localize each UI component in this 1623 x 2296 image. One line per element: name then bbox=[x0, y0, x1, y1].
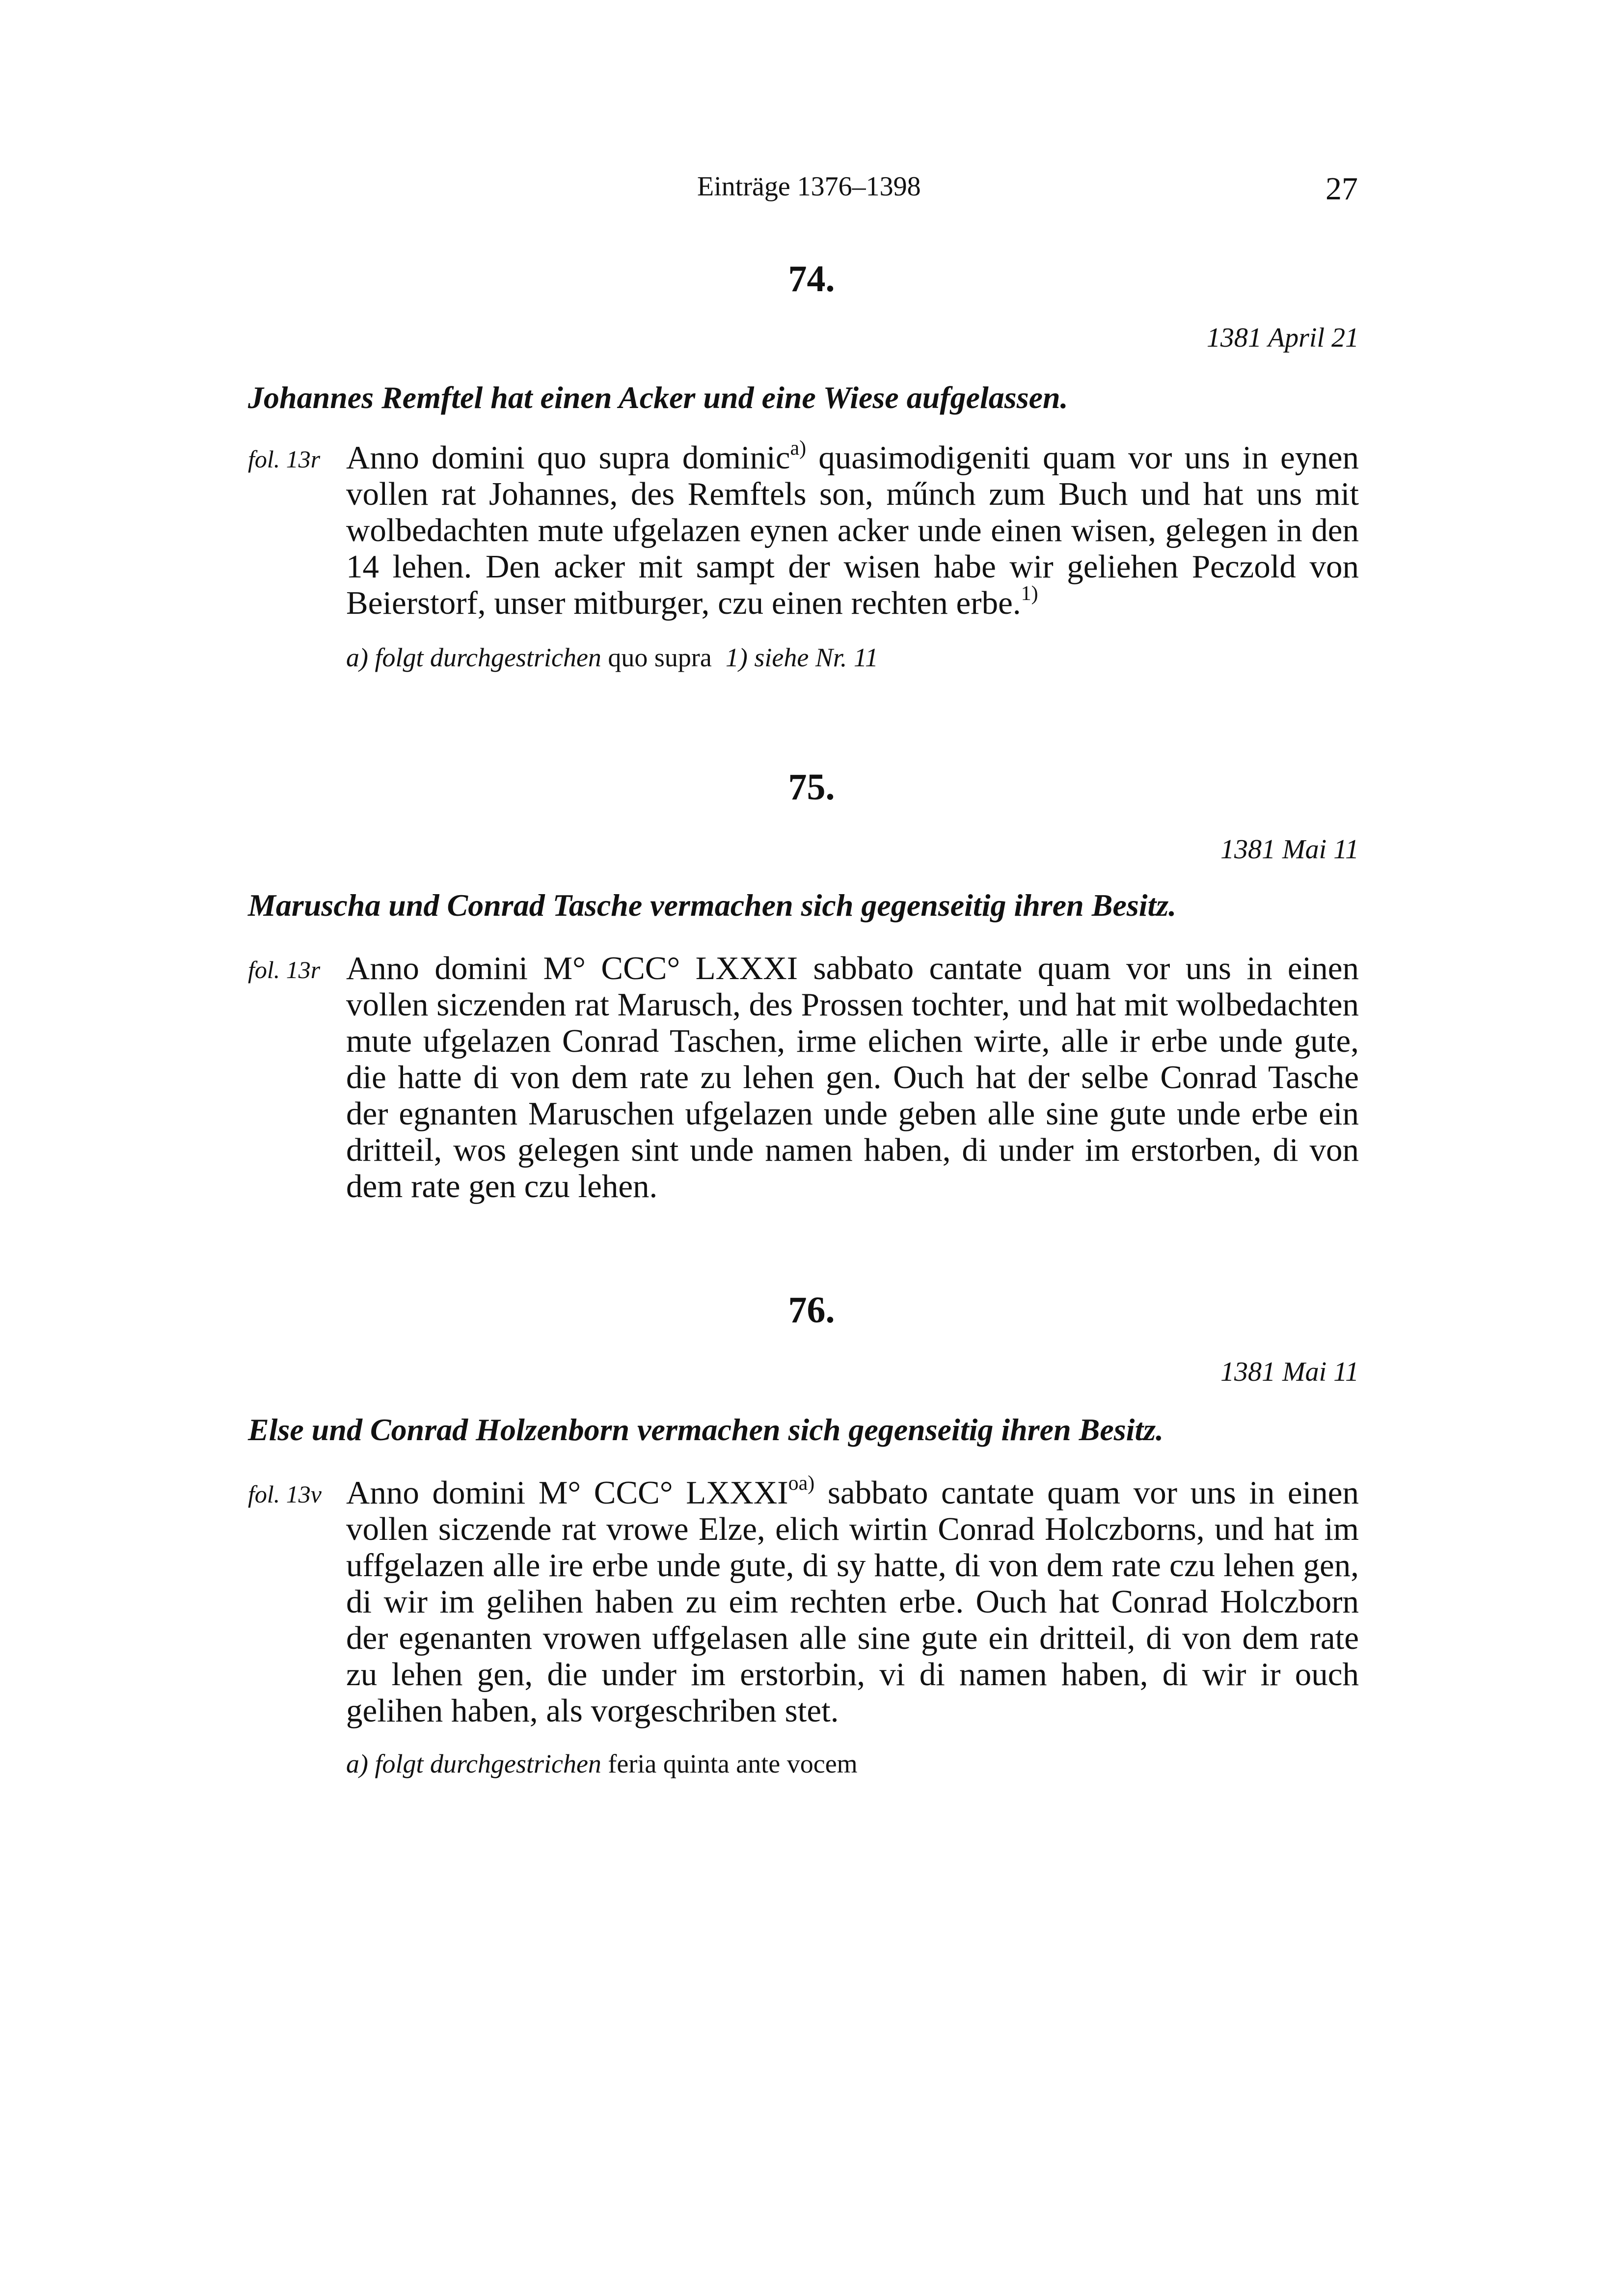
entry-body-76 bbox=[346, 1472, 1359, 1729]
note-76-a-label: a) folgt durchgestrichen bbox=[346, 1749, 601, 1778]
footnote-mark-1: 1) bbox=[1021, 582, 1038, 605]
entry-heading-74: Johannes Remftel hat einen Acker und eine Wiese aufgelassen. bbox=[248, 380, 1068, 415]
page-number: 27 bbox=[1325, 171, 1358, 207]
note-74-a-text: quo supra bbox=[601, 643, 712, 672]
entry-date-76: 1381 Mai 11 bbox=[1220, 1357, 1359, 1387]
footnote-mark-a: a) bbox=[790, 437, 807, 460]
note-74-a-label: a) folgt durchgestrichen bbox=[346, 643, 601, 672]
entry-number-74: 74. bbox=[788, 258, 835, 300]
entry-body-74-text-start: Anno domini quo supra dominic bbox=[346, 439, 790, 476]
entry-heading-76: Else und Conrad Holzenborn vermachen sich gegenseitig ihren Besitz. bbox=[248, 1412, 1164, 1447]
entry-number-76: 76. bbox=[788, 1289, 835, 1331]
note-76 bbox=[346, 1750, 1359, 1777]
entry-body-74 bbox=[346, 439, 1359, 621]
entry-date-75: 1381 Mai 11 bbox=[1220, 834, 1359, 865]
entry-number-75: 75. bbox=[788, 766, 835, 808]
entry-body-75: Anno domini M° CCC° LXXXI sabbato cantate quam vor uns in einen vollen siczenden rat Marusch, des Prossen tochter, und hat mit wolbedachten mute ufgelazen Conrad Taschen, irme elichen wirte, alle ir erbe unde gute, die hatte di von dem rate zu lehen gen. Ouch hat der selbe Conrad Tasche der egnanten Maruschen ufgelazen unde geben alle sine gute unde erbe ein dritteil, wos gelegen sint unde namen haben, di under im erstorben, di von dem rate gen czu lehen. bbox=[346, 950, 1359, 1204]
note-74 bbox=[346, 644, 1359, 671]
folio-76: fol. 13v bbox=[248, 1480, 322, 1508]
folio-75: fol. 13r bbox=[248, 956, 321, 984]
note-76-a-text: feria quinta ante vocem bbox=[601, 1749, 858, 1778]
entry-body-76-text-start: Anno domini M° CCC° LXXXI bbox=[346, 1475, 788, 1511]
note-74-footnote-1: 1) siehe Nr. 11 bbox=[725, 643, 878, 672]
folio-74: fol. 13r bbox=[248, 445, 321, 473]
entry-heading-75: Maruscha und Conrad Tasche vermachen sich gegenseitig ihren Besitz. bbox=[248, 888, 1177, 923]
entry-body-74-text: quasimodigeniti quam vor uns in eynen vollen rat Johannes, des Remftels son, műnch zum Buch und hat uns mit wolbedachten mute ufgelazen eynen acker unde einen wisen, gelegen in den 14 lehen. Den acker mit sampt der wisen habe wir geliehen Peczold von Beierstorf, unser mitburger, czu einen rechten erbe. bbox=[346, 439, 1359, 621]
footnote-mark-oa: oa) bbox=[788, 1472, 815, 1495]
entry-date-74: 1381 April 21 bbox=[1206, 323, 1359, 353]
entry-body-76-text: sabbato cantate quam vor uns in einen vollen siczende rat vrowe Elze, elich wirtin Conrad Holczborns, und hat im uffgelazen alle ire erbe unde gute, di sy hatte, di von dem rate czu lehen gen, di wir im gelihen haben zu eim rechten erbe. Ouch hat Conrad Holczborn der egenanten vrowen uffgelasen alle sine gute ein dritteil, di von dem rate zu lehen gen, die under im erstorbin, vi di namen haben, di wir ir ouch gelihen haben, als vorgeschriben stet. bbox=[346, 1475, 1359, 1729]
running-head: Einträge 1376–1398 bbox=[697, 171, 921, 202]
